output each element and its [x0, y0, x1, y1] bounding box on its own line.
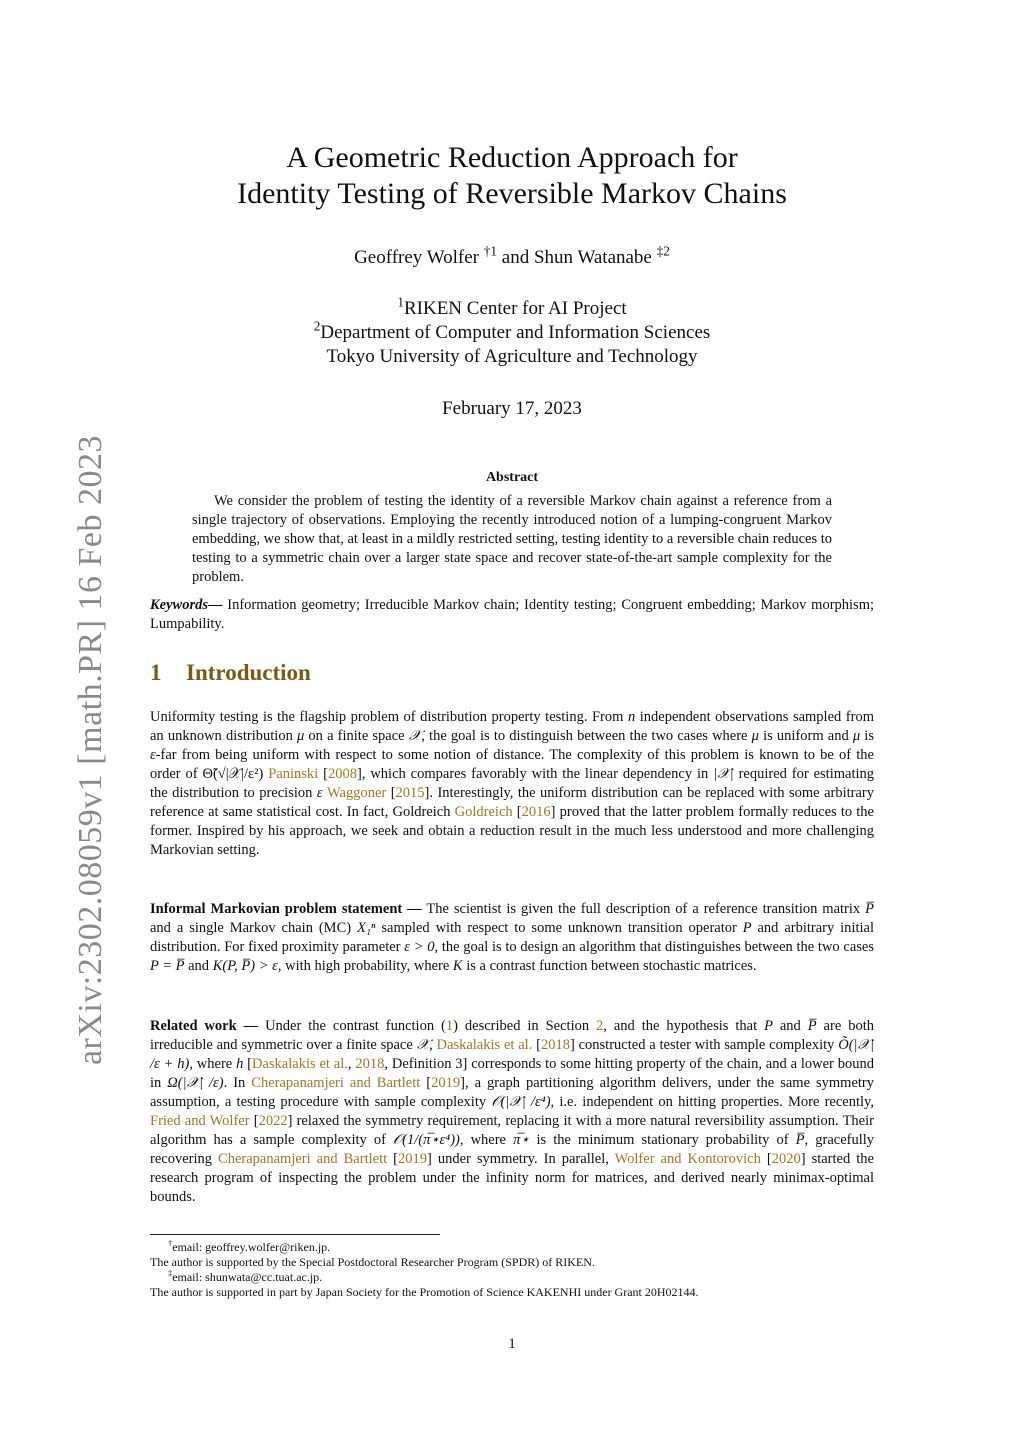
text: and arbitrary initial distribution. For fixed proximity parameter: [150, 920, 874, 955]
section-heading-introduction: [150, 660, 311, 686]
title-line-1: A Geometric Reduction Approach for: [286, 141, 738, 174]
math: Θ̃(√|𝒳|/ε²): [202, 766, 264, 782]
footnote-2: The author is supported by the Special Postdoctoral Researcher Program (SPDR) of RIKEN.: [150, 1255, 595, 1269]
footnote-mark: †: [168, 1239, 173, 1248]
affiliation-2-num: 2: [313, 318, 321, 334]
math: P̅: [795, 1132, 805, 1148]
text: , the goal is to distinguish between the two cases where: [421, 728, 752, 744]
math: Ω(|𝒳| /ε): [167, 1075, 224, 1091]
math: 𝒳: [416, 1037, 430, 1053]
text: [: [512, 804, 522, 820]
author-1: Geoffrey Wolfer: [354, 247, 479, 268]
math: 𝒪(1/(π̅⋆ε⁴)): [393, 1132, 460, 1148]
text: and: [772, 1018, 808, 1034]
text: ], a graph partitioning algorithm delivers, under the same symmetry assumption, a testing procedure with sample complexity: [150, 1075, 875, 1110]
footnote-rule: [150, 1234, 440, 1235]
text: , Definition 3] corresponds to some hitting property of the chain, and a lower bound in: [150, 1056, 874, 1091]
math: P̅: [807, 1018, 817, 1034]
author-1-mark: †1: [483, 243, 498, 259]
abstract-body: We consider the problem of testing the identity of a reversible Markov chain against a reference from a single trajectory of observations. Employing the recently introduced notion of a lumping-congruent Markov embedding, we show that, at least in a mildly restricted setting, testing identity to a reversible chain reduces to testing to a symmetric chain over a larger state space and recover state-of-the-art sample complexity for the problem.: [192, 493, 832, 585]
keywords: [150, 596, 874, 634]
citation-year-link[interactable]: 2008: [327, 766, 357, 782]
section-title: Introduction: [186, 660, 311, 685]
text: ] under symmetry. In parallel,: [427, 1151, 615, 1167]
math: X₁ⁿ: [356, 920, 376, 936]
text: [: [386, 785, 396, 801]
citation-year-link[interactable]: 2022: [258, 1113, 288, 1129]
section-number: 1: [150, 660, 162, 685]
text: ] started the research program of inspecting the problem under the infinity norm for matrices, and derived nearly minimax-optimal bounds.: [150, 1151, 874, 1205]
citation-link[interactable]: Goldreich: [454, 804, 513, 820]
math: P: [764, 1018, 773, 1034]
text: , i.e. independent on hitting properties. More recently,: [550, 1094, 874, 1110]
title-line-2: Identity Testing of Reversible Markov Chains: [237, 177, 787, 210]
citation-link[interactable]: Cherapanamjeri and Bartlett: [218, 1151, 388, 1167]
citation-year-link[interactable]: 2018: [355, 1056, 385, 1072]
math: K: [452, 958, 463, 974]
text: on a finite space: [304, 728, 409, 744]
citation-year-link[interactable]: 2020: [771, 1151, 801, 1167]
text: ] relaxed the symmetry requirement, replacing it with a more natural reversibility assumption. Their algorithm has a sample complexity of: [150, 1113, 874, 1148]
text: ] constructed a tester with sample complexity: [569, 1037, 839, 1053]
math: n: [627, 709, 636, 725]
informal-statement-paragraph: [150, 900, 874, 976]
keywords-label: Keywords—: [150, 597, 223, 613]
math: P̅: [865, 901, 874, 917]
text: , where: [189, 1056, 237, 1072]
section-ref-link[interactable]: 2: [596, 1018, 604, 1034]
math: 𝒳: [408, 728, 422, 744]
citation-link[interactable]: Paninski: [268, 766, 319, 782]
related-work-paragraph: [150, 1017, 874, 1207]
citation-link[interactable]: Fried and Wolfer: [150, 1113, 250, 1129]
keywords-text: Information geometry; Irreducible Markov chain; Identity testing; Congruent embedding; Markov morphism; Lumpability.: [150, 597, 874, 632]
affiliation-3: Tokyo University of Agriculture and Technology: [326, 346, 698, 367]
text: , with high probability, where: [277, 958, 453, 974]
text: ] proved that the latter problem formally reduces to the former. Inspired by his approach, we seek and obtain a reduction result in the much less understood and more challenging Markovian setting.: [150, 804, 874, 858]
footnote-4: The author is supported in part by Japan Society for the Promotion of Science KAKENHI under Grant 20H02144.: [150, 1285, 699, 1299]
footnote-3: [150, 1270, 874, 1285]
text: , gracefully recovering: [150, 1132, 875, 1167]
math: h: [236, 1056, 244, 1072]
arxiv-stamp-text: arXiv:2302.08059v1 [math.PR] 16 Feb 2023: [72, 434, 109, 1066]
math: ε: [316, 785, 323, 801]
affiliation-2-text: Department of Computer and Information Sciences: [320, 322, 711, 343]
text: [: [243, 1056, 252, 1072]
citation-year-link[interactable]: 2019: [431, 1075, 461, 1091]
math: μ: [751, 728, 759, 744]
author-2-mark: ‡2: [656, 243, 670, 259]
text: required for estimating the distribution to precision: [150, 766, 875, 801]
text: , the goal is to design an algorithm that distinguishes between the two cases: [434, 939, 875, 955]
affiliation-1: [150, 294, 874, 321]
math: |𝒳|: [713, 766, 734, 782]
paper-title: [150, 140, 874, 212]
footnote-text: email: shunwata@cc.tuat.ac.jp.: [172, 1270, 323, 1284]
text: , where: [459, 1132, 514, 1148]
intro-paragraph: [150, 708, 874, 860]
text: is the minimum stationary probability of: [529, 1132, 796, 1148]
text: and a single Markov chain (MC): [150, 920, 357, 936]
text: ]. Interestingly, the uniform distribution can be replaced with some arbitrary reference at same statistical cost. In fact, Goldreich: [150, 785, 874, 820]
page-number: 1: [508, 1336, 516, 1352]
text: ], which compares favorably with the linear dependency in: [356, 766, 714, 782]
footnote-mark: ‡: [168, 1269, 173, 1278]
text: is: [860, 728, 874, 744]
text: and: [184, 958, 213, 974]
paper-date: February 17, 2023: [442, 398, 582, 419]
citation-year-link[interactable]: 2018: [540, 1037, 570, 1053]
equation-ref-link[interactable]: 1: [445, 1018, 454, 1034]
paragraph-heading: Related work —: [150, 1018, 259, 1034]
text: The scientist is given the full description of a reference transition matrix: [421, 901, 866, 917]
citation-link[interactable]: Daskalakis et al.: [436, 1037, 533, 1053]
citation-link[interactable]: Cherapanamjeri and Bartlett: [251, 1075, 421, 1091]
text: Under the contrast function (: [258, 1018, 446, 1034]
abstract-heading: Abstract: [485, 470, 539, 485]
text: is uniform and: [758, 728, 853, 744]
text: is a contrast function between stochastic matrices.: [462, 958, 757, 974]
math: 𝒪(|𝒳| /ε⁴): [491, 1094, 551, 1110]
citation-link[interactable]: Daskalakis et al.: [252, 1056, 348, 1072]
affiliation-2: [150, 318, 874, 345]
citation-year-link[interactable]: 2019: [398, 1151, 427, 1167]
text: [: [249, 1113, 259, 1129]
math: ε > 0: [404, 939, 435, 955]
footnote-1: [150, 1240, 874, 1255]
math: P = P̅: [150, 958, 185, 974]
footnotes: [150, 1240, 874, 1300]
text: [: [387, 1151, 398, 1167]
text: [: [420, 1075, 432, 1091]
citation-year-link[interactable]: 2016: [521, 804, 551, 820]
paragraph-heading: Informal Markovian problem statement —: [150, 901, 422, 917]
text: Uniformity testing is the flagship problem of distribution property testing. From: [150, 709, 628, 725]
author-conj: and: [501, 247, 530, 268]
footnote-text: email: geoffrey.wolfer@riken.jp.: [172, 1240, 331, 1254]
text: , and the hypothesis that: [603, 1018, 765, 1034]
text: . In: [223, 1075, 252, 1091]
math: μ: [852, 728, 861, 744]
affiliation-1-text: RIKEN Center for AI Project: [403, 298, 627, 319]
math: π̅⋆: [513, 1132, 530, 1148]
citation-link[interactable]: Wolfer and Kontorovich: [614, 1151, 761, 1167]
affiliations: [150, 294, 874, 369]
math: ε: [150, 747, 156, 763]
author-2: Shun Watanabe: [533, 247, 652, 268]
text: are both irreducible and symmetric over a finite space: [150, 1018, 874, 1053]
arxiv-stamp: [20, 430, 109, 1070]
text: [: [760, 1151, 772, 1167]
text: ) described in Section: [453, 1018, 597, 1034]
text: ,: [347, 1056, 356, 1072]
citation-year-link[interactable]: 2015: [395, 785, 425, 801]
text: -far from being uniform with respect to some notion of distance. The complexity of this problem is known to be of the order of: [150, 747, 874, 782]
text: independent observations sampled from an unknown distribution: [150, 709, 874, 744]
text: ,: [429, 1037, 437, 1053]
math: Õ(|𝒳| /ε + h): [150, 1037, 874, 1072]
citation-link[interactable]: Waggoner: [327, 785, 387, 801]
author-list: [150, 243, 874, 269]
math: K(P, P̅) > ε: [212, 958, 278, 974]
text: sampled with respect to some unknown transition operator: [375, 920, 743, 936]
affiliation-1-num: 1: [397, 294, 404, 310]
math: P: [742, 920, 752, 936]
text: [: [532, 1037, 541, 1053]
text: [: [318, 766, 328, 782]
math: μ: [296, 728, 305, 744]
